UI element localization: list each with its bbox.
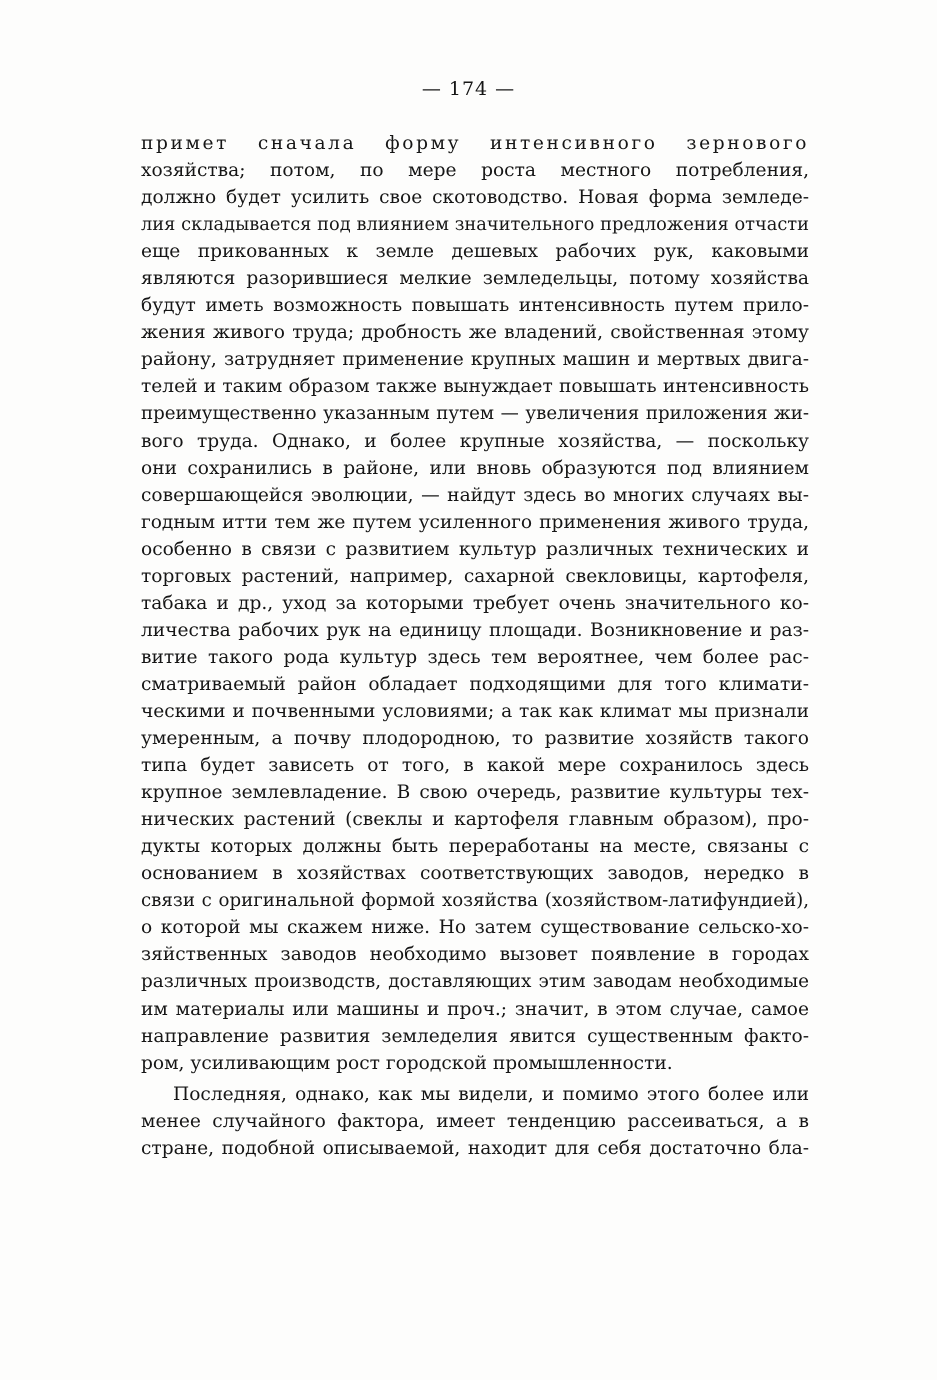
text-line: еще прикованных к земле дешевых рабочих рук, каковыми <box>141 241 809 263</box>
text-line: крупное землевладение. В свою очередь, развитие культуры тех- <box>141 782 809 804</box>
text-line: о которой мы скажем ниже. Но затем существование сельско-хо- <box>141 917 809 939</box>
text-line: табака и др., уход за которыми требует очень значительного ко- <box>141 592 809 614</box>
text-line: ром, усиливающим рост городской промышленности. <box>141 1052 673 1074</box>
text-line: основанием в хозяйствах соответствующих заводов, нередко в <box>141 863 809 885</box>
body-text <box>141 130 809 1162</box>
text-line: примет сначала форму интенсивного зернового <box>141 133 809 154</box>
text-line: сматриваемый район обладает подходящими для того климати- <box>141 673 809 695</box>
text-line: будут иметь возможность повышать интенсивность путем прило- <box>141 295 809 317</box>
text-line: Последняя, однако, как мы видели, и помимо этого более или <box>173 1083 809 1105</box>
text-line: району, затрудняет применение крупных машин и мертвых двига- <box>141 349 809 371</box>
text-line: зяйственных заводов необходимо вызовет появление в городах <box>141 944 809 966</box>
text-line: вого труда. Однако, и более крупные хозяйства, — поскольку <box>141 430 809 452</box>
text-line: типа будет зависеть от того, в какой мере сохранилось здесь <box>141 755 809 777</box>
text-line: направление развития земледелия явится существенным факто- <box>141 1025 809 1047</box>
text-line: нических растений (свеклы и картофеля главным образом), про- <box>141 809 809 831</box>
text-line: дукты которых должны быть переработаны на месте, связаны с <box>141 836 809 858</box>
text-line: преимущественно указанным путем — увеличения приложения жи- <box>141 403 809 425</box>
text-line: лия складывается под влиянием значительного предложения отчасти <box>141 214 809 236</box>
text-line: жения живого труда; дробность же владений, свойственная этому <box>141 322 809 344</box>
text-line: связи с оригинальной формой хозяйства (хозяйством-латифундией), <box>141 890 809 912</box>
paragraph-1 <box>141 130 809 1077</box>
text-line: хозяйства; потом, по мере роста местного потребления, <box>141 160 809 182</box>
text-line: годным итти тем же путем усиленного применения живого труда, <box>141 511 809 533</box>
text-line: они сохранились в районе, или вновь образуются под влиянием <box>141 457 809 479</box>
text-line: им материалы или машины и проч.; значит, в этом случае, самое <box>141 998 809 1020</box>
text-line: витие такого рода культур здесь тем вероятнее, чем более рас- <box>141 646 809 668</box>
text-line: умеренным, а почву плодородною, то развитие хозяйств такого <box>141 728 809 750</box>
text-line: особенно в связи с развитием культур различных технических и <box>141 538 809 560</box>
text-line: совершающейся эволюции, — найдут здесь во многих случаях вы- <box>141 484 809 506</box>
text-line: торговых растений, например, сахарной свекловицы, картофеля, <box>141 565 809 587</box>
text-line: различных производств, доставляющих этим заводам необходимые <box>141 971 809 993</box>
text-line: менее случайного фактора, имеет тенденцию рассеиваться, а в <box>141 1110 809 1132</box>
text-line: личества рабочих рук на единицу площади. Возникновение и раз- <box>141 619 809 641</box>
text-line: должно будет усилить свое скотоводство. Новая форма земледе- <box>141 187 809 209</box>
text-line: ческими и почвенными условиями; а так как климат мы признали <box>141 700 809 722</box>
text-line: стране, подобной описываемой, находит для себя достаточно бла- <box>141 1137 809 1159</box>
text-line: являются разорившиеся мелкие земледельцы, потому хозяйства <box>141 268 809 290</box>
text-line: телей и таким образом также вынуждает повышать интенсивность <box>141 376 809 398</box>
paragraph-2 <box>141 1081 809 1162</box>
page-number: — 174 — <box>421 78 516 100</box>
